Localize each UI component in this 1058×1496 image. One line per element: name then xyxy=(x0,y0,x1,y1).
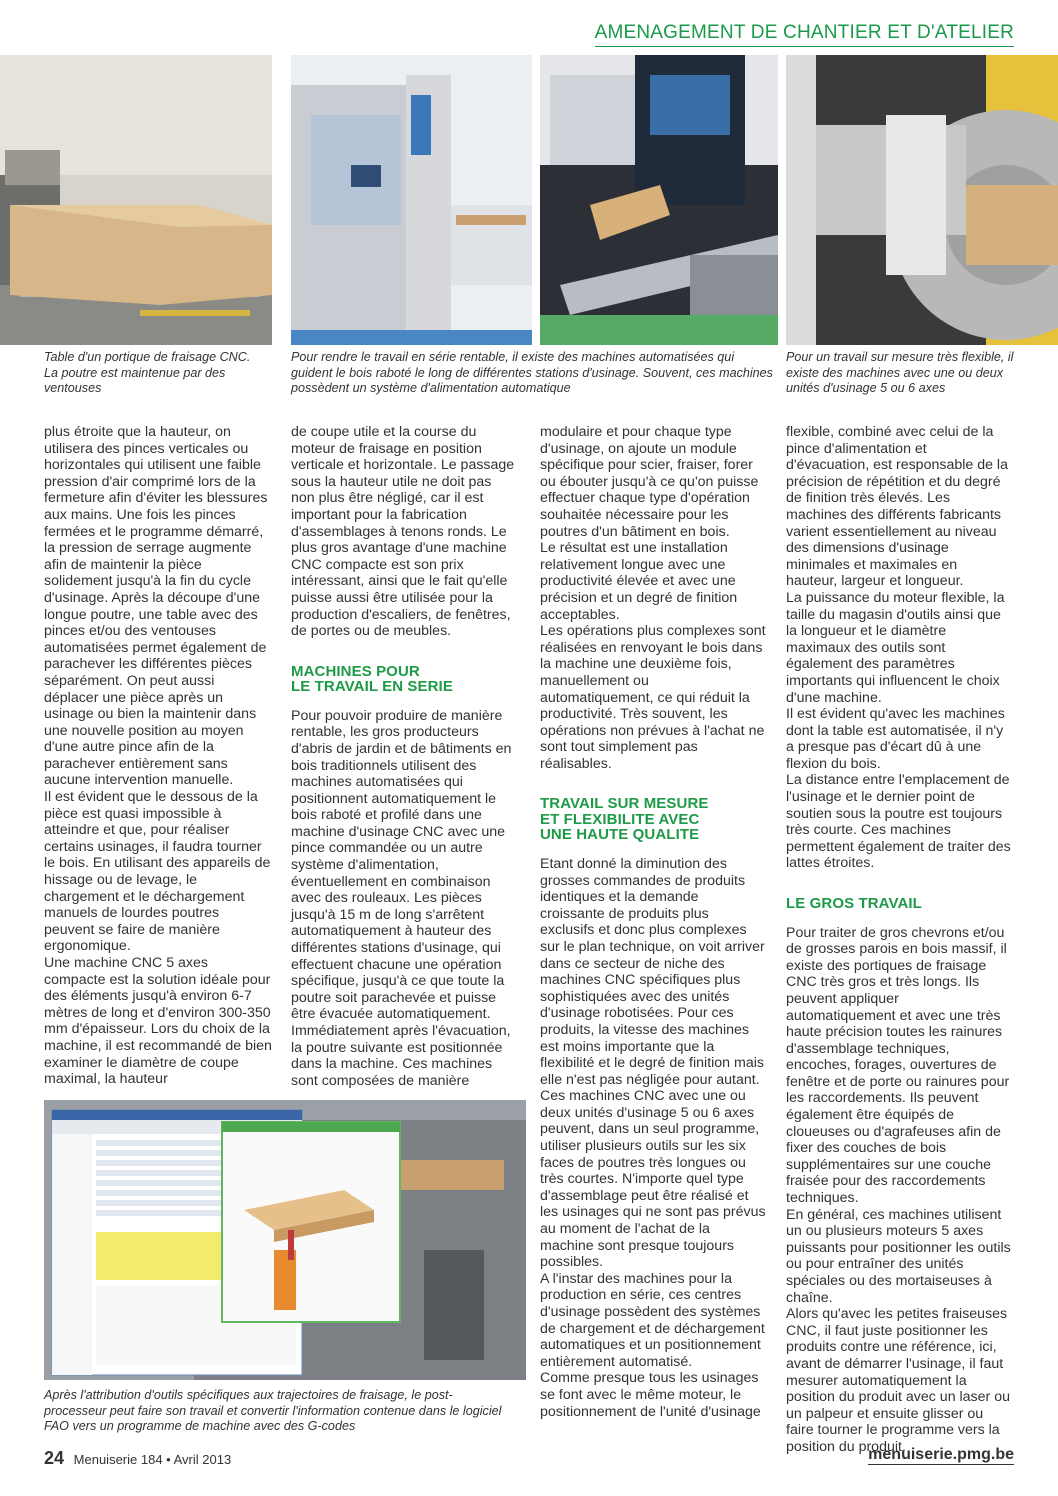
paragraph: plus étroite que la hauteur, on utilisera des pinces verticales ou horizontales qui utilisent une faible pression d'air comprimé lors de la fermeture afin d'éviter les blessures aux mains. Une fois les pinces fermées et le programme démarré, la pression de serrage augmente afin de maintenir la pièce solidement jusqu'à la fin du cycle d'usinage. Après la découpe d'une longue poutre, une table avec des pinces et/ou des ventouses automatisées permet également de parachever les différentes pièces séparément. On peut aussi déplacer une pièce après un usinage ou bien la maintenir dans une nouvelle position au moyen d'une autre pince afin de la parachever entièrement sans aucune intervention manuelle. xyxy=(44,424,268,789)
paragraph: En général, ces machines utilisent un ou plusieurs moteurs 5 axes puissants pour positionner les outils ou pour entraîner des unités spéciales ou des mortaiseuses à chaîne. xyxy=(786,1206,1011,1306)
section-heading: LE GROS TRAVAIL xyxy=(786,895,922,913)
paragraph: Alors qu'avec les petites fraiseuses CNC, il faut juste positionner les produits contre une référence, ici, avant de démarrer l'usinage, il faut mesurer automatiquement la position du produit avec un laser ou un palpeur et ensuite glisser ou faire tourner le programme vers la position du produit. xyxy=(786,1306,1010,1455)
paragraph: La distance entre l'emplacement de l'usinage et le dernier point de soutien sous la poutre est toujours très courte. Ces machines permettent également de traiter des lattes étroites. xyxy=(786,772,1011,872)
paragraph: A l'instar des machines pour la production en série, ces centres d'usinage possèdent des systèmes de chargement et de déchargement automatiques et un positionnement entièrement automatisé. xyxy=(540,1270,765,1370)
paragraph: Comme presque tous les usinages se font avec le même moteur, le positionnement de l'unité d'usinage xyxy=(540,1370,761,1420)
text-column-1 xyxy=(44,424,272,1088)
paragraph: Il est évident qu'avec les machines dont la table est automatisée, il n'y a presque pas d'écart dû à une flexion du bois. xyxy=(786,706,1005,772)
paragraph: Etant donné la diminution des grosses commandes de produits identiques et la demande croissante de produits plus exclusifs et donc plus complexes sur le plan technique, on voit arriver dans ce secteur de niche des machines CNC spécifiques plus sophistiquées avec des unités d'usinage robotisées. Pour ces produits, la vitesse des machines est moins importante que la flexibilité et le degré de finition mais elle n'est pas négligée pour autant. Ces machines CNC avec une ou deux unités d'usinage 5 ou 6 axes peuvent, dans un seul programme, utiliser plusieurs outils sur les six faces de poutres très longues ou très courtes. N'importe quel type d'assemblage peut être réalisé et les usinages qui ne sont pas prévus au moment de l'achat de la machine sont presque toujours possibles. xyxy=(540,855,766,1271)
paragraph: Les opérations plus complexes sont réalisées en renvoyant le bois dans la machine une deuxième fois, manuellement ou automatiquement, ce qui réduit la productivité. Très souvent, les opérations non prévues à l'achat ne sont tout simplement pas réalisables. xyxy=(540,623,766,772)
heading-line: ET FLEXIBILITE AVEC xyxy=(540,810,700,828)
paragraph: Pour traiter de gros chevrons et/ou de grosses parois en bois massif, il existe des portiques de fraisage CNC très gros et très longs. Ils peuvent appliquer automatiquement et avec une très haute précision toutes les rainures d'assemblage techniques, encoches, forages, ouvertures de fenêtre et de porte ou rainures pour les raccordements. Ils peuvent également être équipés de cloueuses ou d'agrafeuses afin de fixer des couches de bois supplémentaires sur une couche fraisée pour des raccordements techniques. xyxy=(786,924,1010,1207)
issue-label: Menuiserie 184 • Avril 2013 xyxy=(73,1452,232,1467)
photo-cam-software xyxy=(44,1100,526,1380)
text-column-3 xyxy=(540,424,766,1420)
paragraph: Une machine CNC 5 axes compacte est la solution idéale pour des éléments jusqu'à environ 6-7 mètres de long et d'environ 300-350 mm d'épaisseur. Lors du choix de la machine, il est recommandé de bien examiner le diamètre de coupe maximal, la hauteur xyxy=(44,955,272,1088)
paragraph: flexible, combiné avec celui de la pince d'alimentation et d'évacuation, est responsable de la précision de répétition et du degré de finition très élevés. Les machines des différents fabricants varient essentiellement au niveau des dimensions d'usinage minimales et maximales en hauteur, largeur et longueur. xyxy=(786,424,1008,590)
heading-line: MACHINES POUR xyxy=(291,662,420,680)
section-heading xyxy=(291,664,517,695)
caption-photo-cnc-table: Table d'un portique de fraisage CNC. La poutre est maintenue par des ventouses xyxy=(44,350,251,395)
text-column-4 xyxy=(786,424,1012,1456)
paragraph: La puissance du moteur flexible, la taille du magasin d'outils ainsi que la longueur et le diamètre maximaux des outils sont également des paramètres importants qui influencent le choix d'une machine. xyxy=(786,589,1005,706)
caption-photo-saw-unit: Pour un travail sur mesure très flexible, il existe des machines avec une ou deux unités d'usinage 5 ou 6 axes xyxy=(786,350,1014,395)
heading-line: LE TRAVAIL EN SERIE xyxy=(291,678,453,696)
paragraph: de coupe utile et la course du moteur de fraisage en position verticale et horizontale. Le passage sous la hauteur utile ne doit pas non plus être négligé, car il est important pour la fabrication d'assemblages à tenons ronds. Le plus gros avantage d'une machine CNC compacte est son prix intéressant, ainsi que le fait qu'elle puisse aussi être utilisée pour la production d'escaliers, de fenêtres, de portes ou de meubles. xyxy=(291,424,515,640)
website-link[interactable]: menuiserie.pmg.be xyxy=(868,1446,1014,1463)
photo-saw-unit xyxy=(786,55,1058,345)
page-number: 24 xyxy=(44,1448,65,1468)
paragraph: Il est évident que le dessous de la pièce est quasi impossible à atteindre et que, pour réaliser certains usinages, il faudra tourner le bois. En utilisant des appareils de hissage ou de levage, le chargement et le déchargement manuels de lourdes poutres peuvent se faire de manière ergonomique. xyxy=(44,789,271,955)
section-title: AMENAGEMENT DE CHANTIER ET D'ATELIER xyxy=(595,22,1014,47)
text-column-2 xyxy=(291,424,517,1089)
paragraph: modulaire et pour chaque type d'usinage, on ajoute un module spécifique pour scier, fraiser, forer ou ébouter jusqu'à ce qu'on puisse effectuer chaque type d'opération souhaitée nécessaire pour les poutres d'un bâtiment en bois. xyxy=(540,424,759,540)
footer-issue xyxy=(44,1448,231,1469)
photo-cnc-table xyxy=(0,55,272,345)
paragraph: Le résultat est une installation relativement longue avec une productivité élevée et avec une précision et un degré de finition acceptables. xyxy=(540,540,738,623)
section-heading xyxy=(540,796,766,843)
caption-photo-automated-machine: Pour rendre le travail en série rentable, il existe des machines automatisées qui guident le bois raboté le long de différentes stations d'usinage. Souvent, ces machines possèdent un système d'alimentation automatique xyxy=(291,350,773,395)
photo-production-line xyxy=(540,55,778,345)
paragraph: Pour pouvoir produire de manière rentable, les gros producteurs d'abris de jardin et de bâtiments en bois traditionnels utilisent des machines automatisées qui positionnent automatiquement le bois raboté et profilé dans une machine d'usinage CNC avec une pince commandée ou un autre système d'alimentation, éventuellement en combinaison avec des rouleaux. Les pièces jusqu'à 15 m de long s'arrêtent automatiquement à hauteur des différentes stations d'usinage, qui effectuent chacune une opération spécifique, jusqu'à ce que toute la poutre soit parachevée et puisse être évacuée automatiquement. Immédiatement après l'évacuation, la poutre suivante est positionnée dans la machine. Ces machines sont composées de manière xyxy=(291,707,512,1089)
photo-automated-machine xyxy=(291,55,532,345)
heading-line: UNE HAUTE QUALITE xyxy=(540,826,700,844)
caption-photo-cam-software: Après l'attribution d'outils spécifiques aux trajectoires de fraisage, le post-processeur peut faire son travail et convertir l'information contenue dans le logiciel FAO vers un programme de machine avec des G-codes xyxy=(44,1388,502,1433)
heading-line: TRAVAIL SUR MESURE xyxy=(540,795,709,813)
